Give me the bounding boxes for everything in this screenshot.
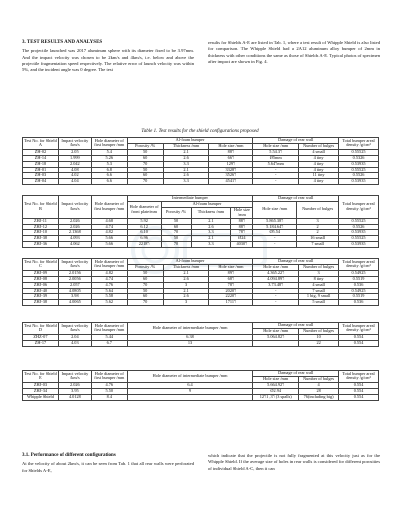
table-cell: 3.3 xyxy=(191,230,231,236)
table-cell: 6.12 xyxy=(127,224,161,230)
table-cell: 2.1 xyxy=(163,149,209,155)
table-cell xyxy=(253,340,299,346)
table-cell: - xyxy=(253,288,299,294)
table-cell: 0.554 xyxy=(339,334,379,340)
table-cell: ZH-17 xyxy=(23,340,59,346)
header-al-foam: Al-foam bumper xyxy=(127,259,253,265)
table-row xyxy=(23,340,379,346)
table-cell: 50 xyxy=(161,236,191,242)
table-cell: ZHJ-36 xyxy=(23,242,59,248)
table-cell: 5.58 xyxy=(91,294,127,300)
table-cell: ZHJ-38 xyxy=(23,300,59,306)
bottom-right-column xyxy=(208,453,380,474)
table-cell: 8ר8 xyxy=(231,218,253,224)
table-cell: 1.999 xyxy=(58,155,91,161)
table-cell: 0.5326 xyxy=(339,155,379,161)
table-cell: 2 xyxy=(297,230,339,236)
header-hole-size: Hole size /mm xyxy=(209,143,253,149)
top-text xyxy=(22,40,380,73)
table-cell: 5.6ר4mm xyxy=(253,161,299,167)
table-cell: 4.0805 xyxy=(58,288,91,294)
table-cell: 2.1 xyxy=(191,236,231,242)
table-cell: ZH-02 xyxy=(23,149,59,155)
table-cell: 8ר8 xyxy=(209,149,253,155)
header-rear-hole-size: Hole size /mm xyxy=(253,201,297,218)
table-row xyxy=(23,300,379,306)
header-hole-intermediate: Hole diameter of intermediate bumper /mm xyxy=(127,371,253,383)
table-cell: 60 xyxy=(127,173,163,179)
table-cell: 3 xyxy=(163,282,209,288)
table-cell: 2.026 xyxy=(58,382,91,388)
table-cell: 6.6 xyxy=(91,173,127,179)
table-cell: 9 xyxy=(127,388,253,394)
table-cell: 8ר8 xyxy=(231,224,253,230)
right-paragraph: results for Shields A-E are listed in Tab. 1, where a test result of Whipple Shield is also listed for comparison. The Whipple Shield had a 2A12 aluminum alloy bumper of 2mm in thickness with other conditions the same as those of Shields A-E. Typical photos of specimen after impact are shown in Fig. 4. xyxy=(208,40,380,64)
table-cell: 5.86ר5.38 xyxy=(253,218,297,224)
whipple-label: Whipple Shield xyxy=(23,394,59,400)
table-cell: 2.6 xyxy=(163,173,209,179)
table-cell: 70 xyxy=(127,161,163,167)
subsection-title: 3.1. Performance of different configurations xyxy=(22,453,116,458)
table-cell: 3.3 xyxy=(191,242,231,248)
table-cell: 70 xyxy=(161,242,191,248)
table-cell: ZHJ-10 xyxy=(23,230,59,236)
table-cell: 6.6 xyxy=(91,179,127,185)
table-cell: 13 xyxy=(127,340,253,346)
table-cell: 2.6 xyxy=(163,155,209,161)
table-cell: ZH-14 xyxy=(23,155,59,161)
table-cell: 0.53935 xyxy=(339,179,379,185)
header-damage: Damage of rear wall xyxy=(253,323,339,329)
table-cell: 4.09ר4.89 xyxy=(253,276,299,282)
table-cell: 0.55525 xyxy=(339,218,379,224)
table-cell: 2.1 xyxy=(163,288,209,294)
table-cell: 3.3 xyxy=(163,161,209,167)
table-cell: 4 tiny xyxy=(299,167,339,173)
table-cell: 50 xyxy=(127,149,163,155)
table-cell: 5.92 xyxy=(127,218,161,224)
whipple-bulges: 76(including big) xyxy=(299,394,339,400)
table-cell: 4.04 xyxy=(58,179,91,185)
table-cell: ZHJ-11 xyxy=(23,218,59,224)
table-cell: 50 xyxy=(161,218,191,224)
table-cell: 2.026 xyxy=(58,224,91,230)
table-cell: 22 xyxy=(299,340,339,346)
table-cell: 5.44 xyxy=(91,334,127,340)
header-rear-hole-size: Hole size /mm xyxy=(253,143,299,149)
table-cell: 6ר6 xyxy=(209,155,253,161)
header-bulges: Number of bulges xyxy=(299,143,339,149)
table-shield-e xyxy=(22,370,379,401)
whipple-areal: 0.554 xyxy=(339,394,379,400)
header-hole-size: Hole size /mm xyxy=(209,264,253,270)
table-cell: 16 small xyxy=(297,236,339,242)
left-paragraph: The projectile launched was 2017 aluminum sphere with its diameter fixed to be 3.97mm. And the impact velocity was chosen to be 2km/s and 4km/s, i.e. below and above the projectile fragmentation speed respectively. The relative error of launch velocity was within 5%, and the incident angle was 0 degree. The test xyxy=(22,48,194,73)
table-cell: 22ר18 xyxy=(127,242,161,248)
table-cell: - xyxy=(253,173,299,179)
table-cell: 8ר9 xyxy=(209,270,253,276)
table-cell: 5.50 xyxy=(91,388,127,394)
whipple-hole: 8.4 xyxy=(91,394,127,400)
table-cell: 0.54925 xyxy=(339,270,379,276)
table-cell: 1 big, 9 small xyxy=(299,294,339,300)
header-thickness: Thickness /mm xyxy=(163,143,209,149)
header-porosity: Porosity /% xyxy=(127,264,163,270)
table-shield-d xyxy=(22,322,379,347)
table-caption: Table 1. Test results for the shield configurations proposed xyxy=(141,129,259,134)
header-areal: Total bumper areal density /g/cm² xyxy=(339,323,379,335)
header-bulges: Number of bulges xyxy=(299,328,339,334)
whipple-hole-size: 1ר3, 1ר2 (3 spalls) xyxy=(253,394,299,400)
table-cell: 2.1368 xyxy=(58,230,91,236)
header-velocity: Impact velocity /km/s xyxy=(58,138,91,150)
table-cell: 2.04 xyxy=(58,334,91,340)
header-velocity: Impact velocity /km/s xyxy=(58,371,91,383)
table-cell: 0.53935 xyxy=(339,161,379,167)
table-cell: 0.554 xyxy=(339,340,379,346)
table-cell: ZHZ-07 xyxy=(23,334,59,340)
header-porosity: Porosity /% xyxy=(161,207,191,218)
table-cell: 2.1 xyxy=(163,167,209,173)
table-cell: 35ר26 xyxy=(209,173,253,179)
table-cell: 2.057 xyxy=(58,282,91,288)
header-hole-first: Hole diameter of first bumper /mm xyxy=(91,138,127,150)
table-cell: 4.062 xyxy=(58,242,91,248)
table-row xyxy=(23,179,379,185)
table-cell: 70 xyxy=(127,300,163,306)
table-cell: - xyxy=(253,242,297,248)
header-areal: Total bumper areal density /g/cm² xyxy=(339,196,379,219)
left-column xyxy=(22,40,194,73)
table-cell: 4.36ר5.22 xyxy=(253,270,299,276)
table-cell: ZH-03 xyxy=(23,173,59,179)
table-cell: 4.08 xyxy=(58,167,91,173)
header-hole-first: Hole diameter of first bumper /mm xyxy=(91,196,127,219)
table-cell: 4.82 xyxy=(91,230,127,236)
table-cell: 33ר28 xyxy=(209,167,253,173)
table-shield-a xyxy=(22,137,379,185)
table-cell: 0.5519 xyxy=(339,276,379,282)
table-cell: ZH-18 xyxy=(23,161,59,167)
table-cell: 2.1 xyxy=(191,218,231,224)
table-cell: 3 xyxy=(163,300,209,306)
table-cell: 7ר8 xyxy=(209,282,253,288)
header-hole-first: Hole diameter of first bumper /mm xyxy=(91,371,127,383)
table-cell: 2.0156 xyxy=(58,270,91,276)
table-cell: ZHJ-09 xyxy=(23,270,59,276)
header-areal: Total bumper areal density /g/cm² xyxy=(339,138,379,150)
bottom-left-column xyxy=(22,453,194,474)
table-cell: 0.54925 xyxy=(339,288,379,294)
table-cell: 6.8 xyxy=(91,167,127,173)
table-cell: 0.53935 xyxy=(339,242,379,248)
table-cell: 50 xyxy=(127,270,163,276)
header-test-no: Test No. for Shield B xyxy=(23,196,59,219)
section-title: 3. TEST RESULTS AND ANALYSES xyxy=(22,40,103,45)
header-thickness: Thickness /mm xyxy=(163,264,209,270)
table-cell: 4 tiny xyxy=(299,155,339,161)
whipple-velocity: 4.0128 xyxy=(58,394,91,400)
table-cell: 0.55525 xyxy=(339,167,379,173)
table-cell: 2.6 xyxy=(191,224,231,230)
table-cell: 0.5526 xyxy=(339,224,379,230)
header-test-no: Test No. for Shield E xyxy=(24,370,57,381)
table-cell: 4 small xyxy=(299,149,339,155)
header-hole-front: Hole diameter of front plate/mm xyxy=(127,201,161,218)
table-cell: 0.554 xyxy=(339,382,379,388)
header-test-no: Test No. for Shield D xyxy=(24,322,57,333)
table-cell: ZHJ-06 xyxy=(23,282,59,288)
header-damage: Damage of rear wall xyxy=(253,259,339,265)
table-cell: 60 xyxy=(127,276,163,282)
header-hole-first: Hole diameter of first bumper /mm xyxy=(91,259,127,271)
table-cell: 6.96 xyxy=(127,236,161,242)
header-porosity: Porosity /% xyxy=(127,143,163,149)
table-cell: - xyxy=(253,236,297,242)
header-rear-hole-size: Hole size /mm xyxy=(253,376,299,382)
table-cell: 3.95 xyxy=(58,388,91,394)
header-thickness: Thickness /mm xyxy=(191,207,231,218)
table-cell: 4.76 xyxy=(91,282,127,288)
table-cell: 7 small xyxy=(299,288,339,294)
table-cell: 60 xyxy=(161,224,191,230)
table-cell: 5.3 xyxy=(91,161,127,167)
table-cell: Ø5.54 xyxy=(253,230,297,236)
table-cell: ZHJ-12 xyxy=(23,224,59,230)
table-cell: 4 xyxy=(299,382,339,388)
table-cell: 4.68 xyxy=(91,218,127,224)
table-cell: 60 xyxy=(127,155,163,161)
bottom-left-paragraph: At the velocity of about 2km/s, it can be seen from Tab. 1 that all rear walls were perforated for Shields A-E, xyxy=(22,461,194,473)
table-cell: 2.026 xyxy=(58,218,91,224)
table-row xyxy=(23,242,379,248)
header-rear-hole-size: Hole size /mm xyxy=(253,328,299,334)
header-velocity: Impact velocity /km/s xyxy=(58,323,91,335)
table-cell: 3 xyxy=(299,270,339,276)
table-row-whipple xyxy=(23,394,379,400)
table-cell: 4.03 xyxy=(58,340,91,346)
header-areal: Total bumper areal density /g/cm² xyxy=(339,259,379,271)
table-cell: 5 small xyxy=(299,300,339,306)
header-al-foam: Al-foam bumper xyxy=(161,201,253,207)
right-column xyxy=(208,40,380,73)
table-cell: 6.38 xyxy=(127,334,253,340)
header-test-no: Test No. for Shield A xyxy=(24,137,57,148)
table-cell: 60 xyxy=(127,294,163,300)
header-damage: Damage of rear wall xyxy=(253,138,339,144)
table-cell: 4.093 xyxy=(58,236,91,242)
table-cell: ZHJ-34 xyxy=(23,388,59,394)
table-cell: 3.98 xyxy=(58,294,91,300)
header-rear-hole-size: Hole size /mm xyxy=(253,264,299,270)
header-hole-first: Hole diameter of first bumper /mm xyxy=(91,323,127,335)
bottom-right-paragraph: which indicate that the projectile is not fully fragmented at this velocity just as for the Whipple Shield. If the average size of holes in rear walls is considered for different porosities of individual Shield A-C, then it can xyxy=(208,453,380,471)
table-cell: 20ר20 xyxy=(209,288,253,294)
table-cell: - xyxy=(253,294,299,300)
table-cell: 0.5526 xyxy=(339,173,379,179)
table-cell: 4 tiny xyxy=(299,179,339,185)
header-areal: Total bumper areal density /g/cm² xyxy=(339,371,379,383)
table-shield-c xyxy=(22,258,379,306)
table-cell: 5.5ר4.3 xyxy=(253,149,299,155)
table-cell: 4 small xyxy=(299,282,339,288)
table-cell: Ø2.94 xyxy=(253,388,299,394)
table-cell: 70 xyxy=(161,230,191,236)
header-bulges: Number of bulges xyxy=(299,264,339,270)
table-cell: 22ר20 xyxy=(209,294,253,300)
table-cell: ZHJ-08 xyxy=(23,276,59,282)
table-cell: 6.10 xyxy=(127,230,161,236)
table-cell: 12ר9 xyxy=(209,161,253,167)
table-cell: 0.536 xyxy=(339,282,379,288)
table-cell: 28 xyxy=(299,388,339,394)
table-cell: 50 xyxy=(127,167,163,173)
table-cell: 0.554 xyxy=(339,388,379,394)
table-cell: 3.3 xyxy=(163,179,209,185)
table-cell: 4.82 xyxy=(91,270,127,276)
table-cell: 2.05 xyxy=(58,149,91,155)
table-cell: ZH-04 xyxy=(23,179,59,185)
table-cell: 4.74 xyxy=(91,224,127,230)
header-hole-size: Hole size /mm xyxy=(231,207,253,218)
table-cell: 0.5519 xyxy=(339,294,379,300)
table-cell: 0.55525 xyxy=(339,149,379,155)
table-cell: - xyxy=(253,179,299,185)
table-cell: 4.76 xyxy=(91,382,127,388)
table-cell: 7 small xyxy=(297,242,339,248)
table-cell: 2.1 xyxy=(163,270,209,276)
table-cell: ZHJ-39 xyxy=(23,294,59,300)
table-cell: 0.536 xyxy=(339,300,379,306)
table-cell: 6.4 xyxy=(127,382,253,388)
table-cell: 50 xyxy=(127,288,163,294)
table-cell: 6ר8 xyxy=(209,276,253,282)
table-cell: Ø5mm xyxy=(253,155,299,161)
table-cell: 45ר41 xyxy=(209,179,253,185)
table-cell: 11 tiny xyxy=(299,173,339,179)
table-cell: 10 xyxy=(299,334,339,340)
table-cell: 5.66ר4.92 xyxy=(253,382,299,388)
table-cell: 2.6 xyxy=(163,294,209,300)
bottom-text xyxy=(22,453,380,474)
header-intermediate: Intermediate bumper xyxy=(127,196,253,202)
table-cell: 2 xyxy=(297,224,339,230)
table-cell: 0.55525 xyxy=(339,236,379,242)
table-cell: 5.66 xyxy=(91,236,127,242)
table-cell: ZHJ-40 xyxy=(23,288,59,294)
table-cell: 5.26 xyxy=(91,155,127,161)
header-velocity: Impact velocity /km/s xyxy=(58,259,91,271)
table-cell: 7ר8 xyxy=(231,230,253,236)
table-cell: 70 xyxy=(127,179,163,185)
whipple-intermediate xyxy=(127,394,253,400)
table-cell: 5.06ר4.82 xyxy=(253,334,299,340)
table-cell: 5.62 xyxy=(91,300,127,306)
table-cell: 6.7 xyxy=(91,340,127,346)
table-cell: 5.64 xyxy=(91,288,127,294)
header-bulges: Number of bulges xyxy=(299,376,339,382)
table-cell: 70 xyxy=(127,282,163,288)
header-damage: Damage of rear wall xyxy=(253,371,339,377)
table-cell: 3.7ר3.48 xyxy=(253,282,299,288)
table-cell: Ø24 xyxy=(231,236,253,242)
table-cell: 4.74 xyxy=(91,276,127,282)
table-cell: 5.4 xyxy=(91,149,127,155)
header-bulges: Number of bulges xyxy=(297,201,339,218)
table-cell: 8 tiny xyxy=(299,276,339,282)
table-cell: 2.6 xyxy=(163,276,209,282)
header-hole-intermediate: Hole diameter of intermediate bumper /mm xyxy=(127,323,253,335)
table-cell: - xyxy=(253,167,299,173)
table-cell: ZH-01 xyxy=(23,167,59,173)
table-cell: 17ר11 xyxy=(209,300,253,306)
table-cell: 4.0065 xyxy=(58,300,91,306)
table-cell: 40ר30 xyxy=(231,242,253,248)
table-cell: ZHJ-03 xyxy=(23,382,59,388)
header-al-foam: Al-foam bumper xyxy=(127,138,253,144)
table-cell: ZHJ-38 xyxy=(23,236,59,242)
header-velocity: Impact velocity /km/s xyxy=(58,196,91,219)
table-cell: 2.0056 xyxy=(58,276,91,282)
table-cell: 4.02 xyxy=(58,173,91,179)
table-cell: 0.53935 xyxy=(339,230,379,236)
header-test-no: Test No. for Shield C xyxy=(24,258,57,269)
table-cell: 2.042 xyxy=(58,161,91,167)
table-cell: 4 tiny xyxy=(299,161,339,167)
table-cell: 3 xyxy=(297,218,339,224)
table-cell: - xyxy=(253,300,299,306)
table-cell: 5.66 xyxy=(91,242,127,248)
table-cell: 5.18ר4.64 xyxy=(253,224,297,230)
table-shield-b xyxy=(22,195,379,248)
header-damage: Damage of rear wall xyxy=(253,196,339,202)
